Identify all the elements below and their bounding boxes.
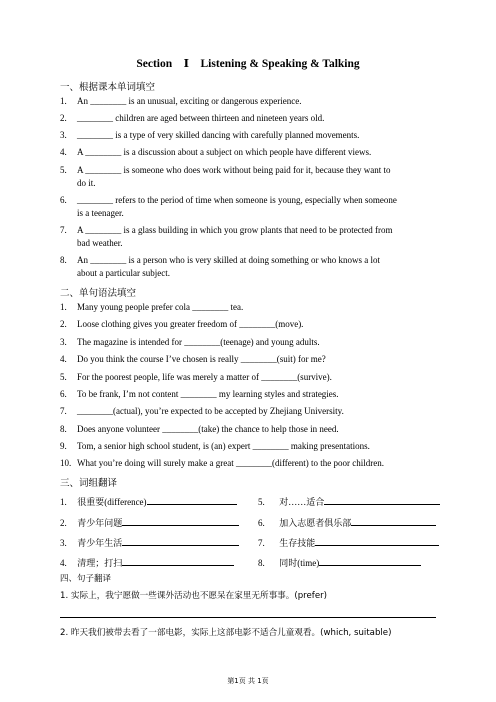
worksheet-page: Section Ⅰ Listening & Speaking & Talking 一、根据课本单词填空 1. An ________ is an unusual, exciting or dangerous experience. 2. ________ children are aged between thirteen and nineteen years old. 3. ________ is a type of very skilled dancing with carefully planned movements. 4. A ________ is a discussion about a subject on which people have different views. 5. A ________ is someone who does work without being paid for it, because they want to do it. 6. ________ refers to the period of time when someone is young, especially when someone is a teenager. 7. A ________ is a glass building in which you grow plants that need to be protected from bad weather. 8. An ________ is a person who is very skilled at doing something or who knows a lot about a particular subject. 二、单句语法填空 1. Many young people prefer cola ________ tea. 2. Loose clothing gives you greater freedom of ________(move). 3. The magazine is intended for ________(teenage) and young adults. 4. Do you think the course I’ve chosen is really ________(suit) for me? 5. For the poorest people, life was merely a matter of ________(survive). 6. To be frank, I’m not content ________ my learning styles and strategies. 7. ________(actual), you’re expected to be accepted by Zhejiang University. 8. Does anyone volunteer ________(take) the chance to help those in need. 9. Tom, a senior high school student, is (an) expert ________ making presentations. 10. What you’re doing will surely make a great ________(different) to the poor children. 三、词组翻译 1. 很重要(difference) 2. 青少年问题 3. 青少年生活 4. 清理；打扫 5. 对……适合 6. 加入志愿者俱乐部 7. 生存技能 8. 同时(time) 四、句子翻译 1. 实际上，我宁愿做一些课外活动也不愿呆在家里无所事事。(prefer) 2. 昨天我们被带去看了一部电影，实际上这部电影不适合儿童观看。(which, suitable) 第1页 共 1页 [0,0,496,702]
part1-item-continuation: about a particular subject. [77,268,170,278]
translation-item: 2. 昨天我们被带去看了一部电影，实际上这部电影不适合儿童观看。(which, suitable) [60,628,392,638]
phrase-item: 5. 对……适合 [258,494,440,508]
phrase-item: 3. 青少年生活 [60,535,239,549]
answer-blank[interactable] [324,494,440,505]
answer-blank[interactable] [319,555,421,566]
part2-heading: 二、单句语法填空 [60,288,137,299]
answer-line[interactable] [60,617,436,618]
phrase-item: 6. 加入志愿者俱乐部 [258,515,436,529]
answer-blank[interactable] [122,515,239,526]
page-title: Section Ⅰ Listening & Speaking & Talking [136,58,360,70]
part3-heading: 三、词组翻译 [60,478,118,489]
answer-blank[interactable] [147,494,237,505]
part1-item-continuation: bad weather. [77,238,123,248]
translation-item: 1. 实际上，我宁愿做一些课外活动也不愿呆在家里无所事事。(prefer) [60,591,328,601]
part4-heading: 四、句子翻译 [60,574,112,584]
phrase-item: 2. 青少年问题 [60,515,239,529]
phrase-item: 4. 清理；打扫 [60,555,234,569]
page-footer: 第1页 共 1页 [227,677,269,685]
answer-blank[interactable] [315,535,439,546]
answer-blank[interactable] [122,535,239,546]
part1-heading: 一、根据课本单词填空 [60,82,156,93]
answer-blank[interactable] [122,555,234,566]
answer-blank[interactable] [351,515,436,526]
part1-item-continuation: is a teenager. [77,208,124,218]
phrase-item: 1. 很重要(difference) [60,494,237,508]
phrase-item: 8. 同时(time) [258,555,421,569]
part1-item-continuation: do it. [77,178,96,188]
phrase-item: 7. 生存技能 [258,535,439,549]
